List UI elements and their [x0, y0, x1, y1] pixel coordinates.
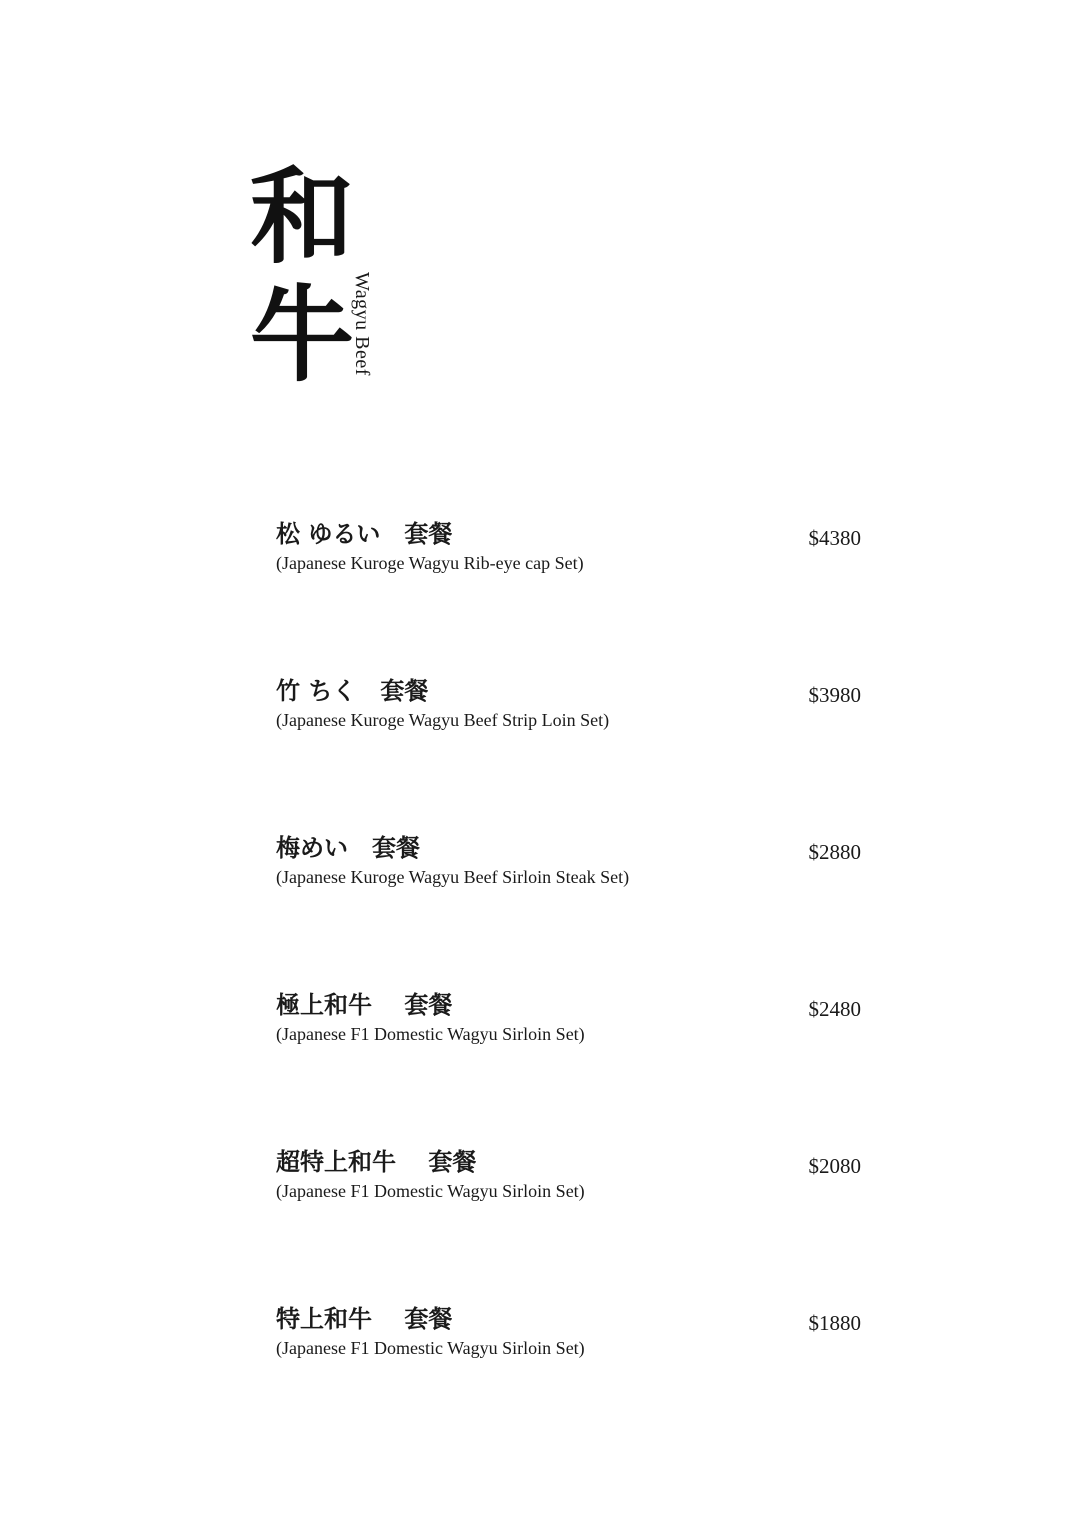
header-subtitle: Wagyu Beef [351, 272, 373, 376]
header-kanji-gyu: 牛 [250, 273, 355, 396]
menu-item-name: 梅めい 套餐 [276, 833, 420, 862]
menu-item-description: (Japanese F1 Domestic Wagyu Sirloin Set) [276, 1338, 585, 1358]
menu-item-description: (Japanese F1 Domestic Wagyu Sirloin Set) [276, 1024, 585, 1044]
menu-item-name: 超特上和牛 套餐 [276, 1147, 477, 1176]
menu-item [276, 1303, 861, 1373]
menu-item [276, 832, 861, 902]
menu-item [276, 1146, 861, 1216]
menu-item [276, 989, 861, 1059]
menu-item-description: (Japanese F1 Domestic Wagyu Sirloin Set) [276, 1181, 585, 1201]
menu-item-price: $2880 [808, 840, 861, 864]
menu-item-name: 特上和牛 套餐 [276, 1304, 453, 1333]
header-kanji-wa: 和 [250, 155, 355, 278]
menu-item [276, 518, 861, 588]
menu-item-name: 竹 ちく 套餐 [276, 676, 429, 705]
menu-item-name: 松 ゆるい 套餐 [276, 519, 453, 548]
menu-item-price: $1880 [808, 1311, 861, 1335]
menu-item-price: $3980 [808, 683, 861, 707]
menu-item [276, 675, 861, 745]
menu-item-description: (Japanese Kuroge Wagyu Rib-eye cap Set) [276, 553, 584, 573]
menu-item-description: (Japanese Kuroge Wagyu Beef Strip Loin Set) [276, 710, 610, 730]
menu-item-price: $4380 [808, 526, 861, 550]
menu-item-price: $2080 [808, 1154, 861, 1178]
menu-item-description: (Japanese Kuroge Wagyu Beef Sirloin Steak Set) [276, 867, 630, 887]
menu-item-price: $2480 [808, 997, 861, 1021]
menu-item-name: 極上和牛 套餐 [276, 990, 453, 1019]
